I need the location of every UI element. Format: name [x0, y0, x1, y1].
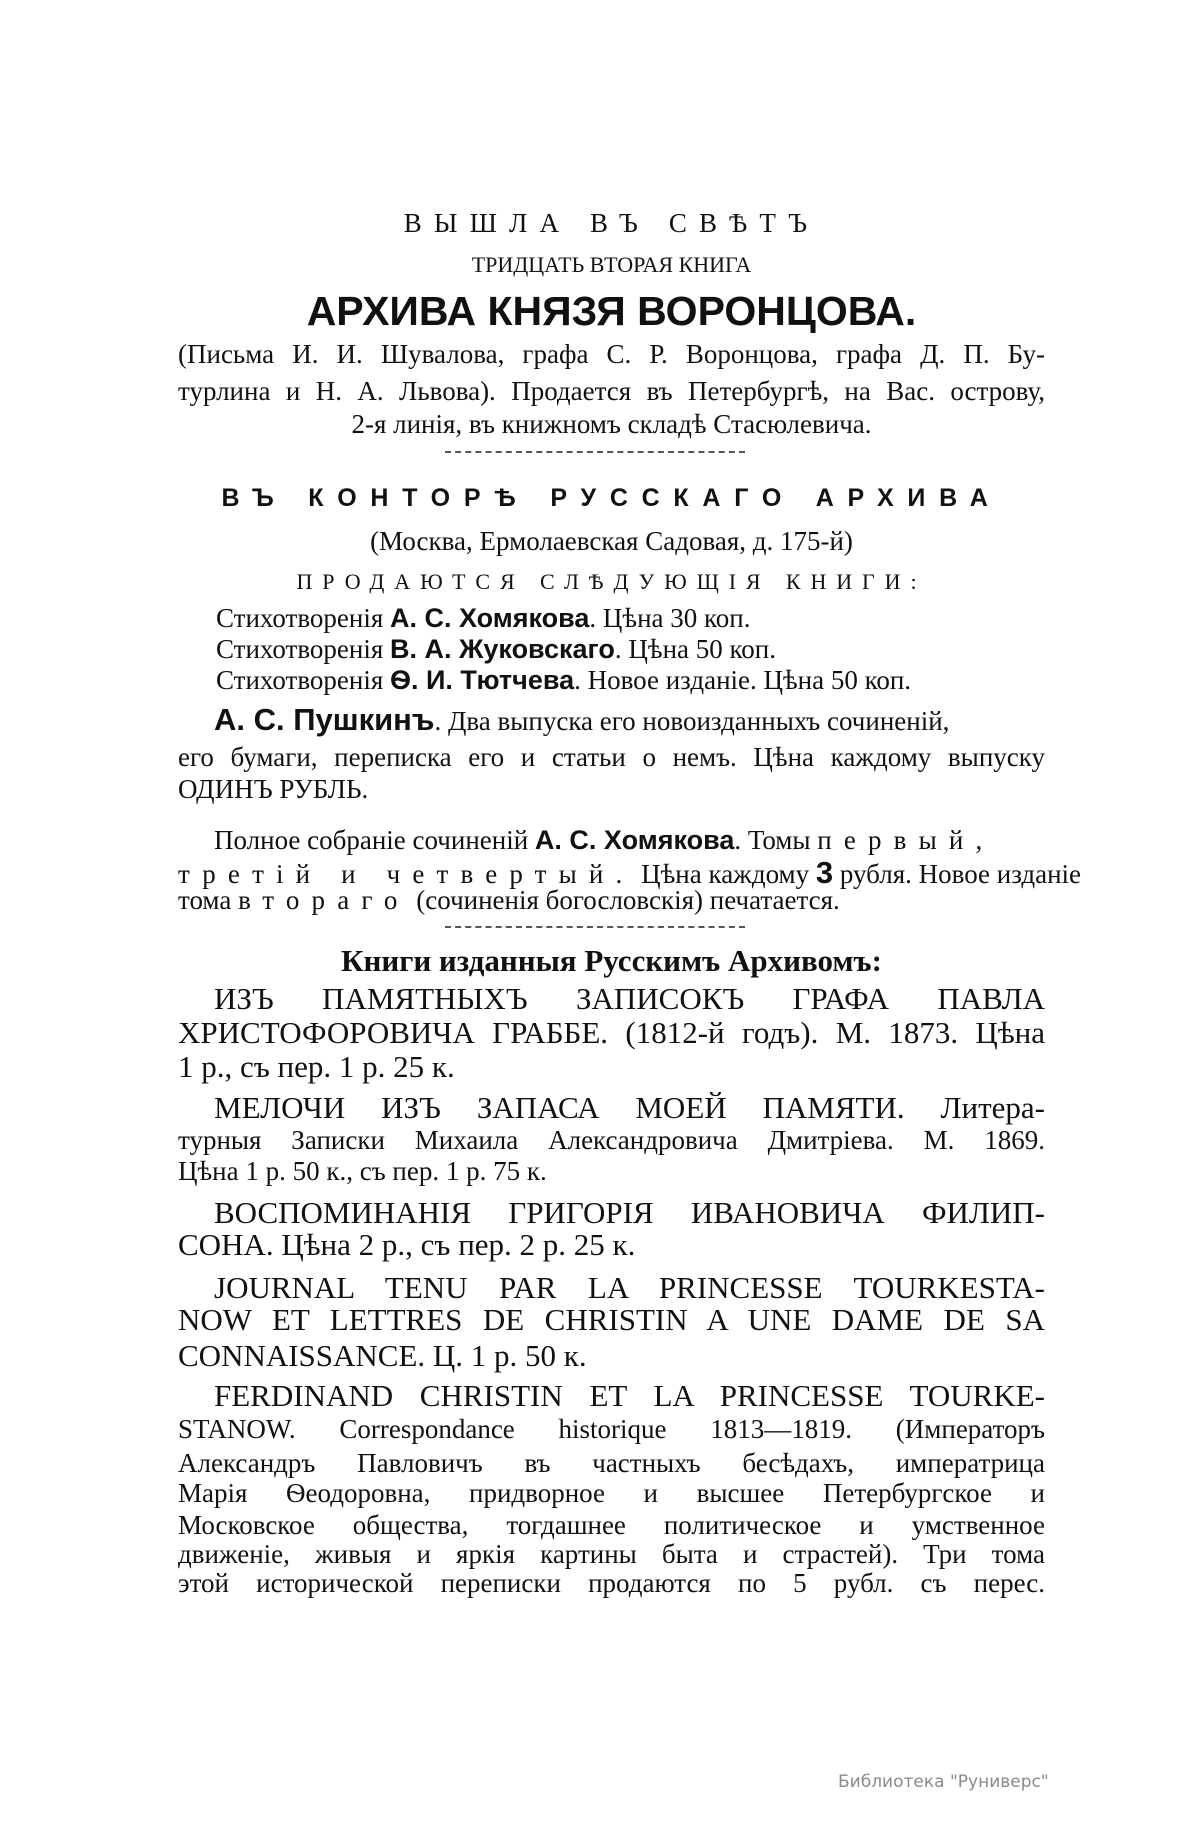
poem-author: А. С. Хомякова — [389, 603, 590, 633]
book-line: Московское общества, тогдашнее политическое и умственное — [178, 1510, 1045, 1540]
poem-price: . Цѣна 30 коп. — [589, 603, 751, 633]
khomyakov-price: 3 — [815, 855, 834, 890]
book-line: STANOW. Correspondance historique 1813—1819. (Императоръ — [178, 1414, 1045, 1444]
khomyakov-line — [178, 883, 1045, 917]
poem-price: . Новое изданіе. Цѣна 50 коп. — [574, 665, 912, 695]
khomyakov-text: первый, — [817, 825, 995, 855]
poem-prefix: Стихотворенія — [216, 634, 384, 664]
book-line: NOW ET LETTRES DE CHRISTIN A UNE DAME DE SA — [178, 1302, 1045, 1337]
divider — [445, 926, 745, 930]
book-line: JOURNAL TENU PAR LA PRINCESSE TOURKESTA- — [214, 1270, 1045, 1305]
poem-author: В. А. Жуковскаго — [389, 634, 615, 664]
book-line: FERDINAND CHRISTIN ET LA PRINCESSE TOURKE- — [214, 1378, 1045, 1413]
header-desc-line: турлина и Н. А. Львова). Продается въ Петербургѣ, на Вас. острову, — [178, 376, 1045, 406]
pushkin-author: А. С. Пушкинъ — [214, 702, 435, 737]
pushkin-line: его бумаги, переписка его и статьи о немъ. Цѣна каждому выпуску — [178, 742, 1045, 772]
header-line-2: ТРИДЦАТЬ ВТОРАЯ КНИГА — [471, 252, 752, 277]
office-title: ВЪ КОНТОРѢ РУССКАГО АРХИВА — [221, 484, 1002, 512]
khomyakov-author: А. С. Хомякова — [534, 825, 735, 855]
poem-prefix: Стихотворенія — [216, 603, 384, 633]
poem-line — [216, 632, 1083, 666]
khomyakov-text: втораго — [238, 885, 410, 915]
khomyakov-prefix: Полное собраніе сочиненій — [214, 825, 529, 855]
pushkin-text: . Два выпуска его новоизданныхъ сочиненій, — [434, 706, 950, 736]
khomyakov-text: тома — [178, 885, 232, 915]
book-line: СОНА. Цѣна 2 р., съ пер. 2 р. 25 к. — [178, 1227, 636, 1262]
library-watermark: Библиотека "Руниверс" — [838, 1772, 1049, 1792]
poem-prefix: Стихотворенія — [216, 665, 384, 695]
khomyakov-text: рубля. Новое изданіе — [839, 859, 1082, 889]
khomyakov-line — [178, 823, 1045, 857]
pushkin-line — [178, 702, 1045, 738]
book-line: ИЗЪ ПАМЯТНЫХЪ ЗАПИСОКЪ ГРАФА ПАВЛА — [214, 981, 1045, 1016]
book-line: ВОСПОМИНАНІЯ ГРИГОРІЯ ИВАНОВИЧА ФИЛИП- — [214, 1195, 1045, 1230]
header-line-1: ВЫШЛА ВЪ СВѢТЪ — [403, 208, 820, 238]
office-address: (Москва, Ермолаевская Садовая, д. 175-й) — [370, 526, 853, 556]
office-subtitle: ПРОДАЮТСЯ СЛѢДУЮЩІЯ КНИГИ: — [296, 569, 927, 594]
header-desc-line: 2-я линія, въ книжномъ складѣ Стасюлевича. — [351, 409, 872, 439]
book-line: турныя Записки Михаила Александровича Дмитріева. М. 1869. — [178, 1125, 1045, 1155]
header-desc-line: (Письма И. И. Шувалова, графа С. Р. Воронцова, графа Д. П. Бу- — [178, 339, 1045, 369]
khomyakov-text: . Томы — [734, 825, 811, 855]
book-line: Цѣна 1 р. 50 к., съ пер. 1 р. 75 к. — [178, 1156, 547, 1186]
poem-author: Ѳ. И. Тютчева — [389, 665, 575, 695]
poem-line — [216, 601, 1083, 635]
khomyakov-text: (сочиненія богословскія) печатается. — [416, 885, 840, 915]
poem-price: . Цѣна 50 коп. — [614, 634, 776, 664]
divider — [445, 451, 745, 455]
book-line: 1 р., съ пер. 1 р. 25 к. — [178, 1049, 455, 1084]
book-line: Марія Ѳеодоровна, придворное и высшее Петербургское и — [178, 1478, 1045, 1508]
book-line: этой исторической переписки продаются по 5 рубл. съ перес. — [178, 1568, 1045, 1598]
books-heading: Книги изданныя Русскимъ Архивомъ: — [341, 943, 882, 978]
book-line: CONNAISSANCE. Ц. 1 р. 50 к. — [178, 1338, 587, 1373]
khomyakov-text: третій и четвертый. — [178, 859, 635, 889]
poem-line — [216, 663, 1083, 697]
book-line: Александръ Павловичъ въ частныхъ бесѣдахъ, императрица — [178, 1448, 1045, 1478]
pushkin-line: ОДИНЪ РУБЛЬ. — [178, 774, 369, 804]
khomyakov-text: Цѣна каждому — [641, 859, 810, 889]
book-line: движеніе, живыя и яркія картины быта и страстей). Три тома — [178, 1539, 1045, 1569]
page-title: АРХИВА КНЯЗЯ ВОРОНЦОВА. — [306, 288, 917, 334]
book-line: МЕЛОЧИ ИЗЪ ЗАПАСА МОЕЙ ПАМЯТИ. Литера- — [214, 1090, 1045, 1125]
book-line: ХРИСТОФОРОВИЧА ГРАББЕ. (1812-й годъ). М. 1873. Цѣна — [178, 1015, 1045, 1050]
